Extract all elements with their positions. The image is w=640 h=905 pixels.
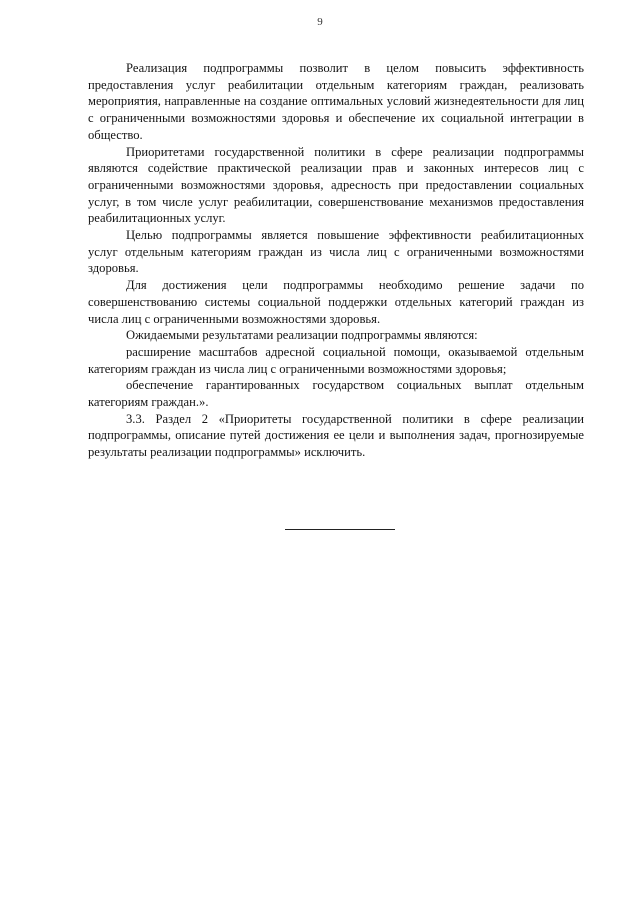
paragraph-subprogram-task: Для достижения цели подпрограммы необходимо решение задачи по совершенствованию системы социальной поддержки отдельных категорий граждан из числа лиц с ограниченными возможностями здоровья.	[88, 278, 584, 326]
document-body	[88, 60, 584, 461]
page-number: 9	[317, 16, 323, 28]
paragraph-policy-priorities: Приоритетами государственной политики в сфере реализации подпрограммы являются содействие практической реализации прав и законных интересов лиц с ограниченными возможностями здоровья, адресность при предоставлении социальных услуг, в том числе услуг реабилитации, совершенствование механизмов предоставления реабилитационных услуг.	[88, 144, 584, 226]
paragraph-implementation-effect: Реализация подпрограммы позволит в целом повысить эффективность предоставления услуг реабилитации отдельным категориям граждан, реализовать мероприятия, направленные на создание оптимальных условий жизнедеятельности для лиц с ограниченными возможностями здоровья и обеспечение их социальной интеграции в общество.	[88, 61, 584, 142]
paragraph-expected-result-2: обеспечение гарантированных государством социальных выплат отдельным категориям граждан.».	[88, 378, 584, 410]
paragraph-amendment-3-3: 3.3. Раздел 2 «Приоритеты государственной политики в сфере реализации подпрограммы, описание путей достижения ее цели и выполнения задач, прогнозируемые результаты реализации подпрограммы» исключить.	[88, 411, 584, 460]
paragraph-expected-results-heading: Ожидаемыми результатами реализации подпрограммы являются:	[126, 328, 478, 343]
paragraph-subprogram-goal: Целью подпрограммы является повышение эффективности реабилитационных услуг отдельным категориям граждан из числа лиц с ограниченными возможностями здоровья.	[88, 228, 584, 276]
end-of-text-rule	[285, 529, 395, 530]
paragraph-expected-result-1: расширение масштабов адресной социальной помощи, оказываемой отдельным категориям граждан из числа лиц с ограниченными возможностями здоровья;	[88, 344, 584, 376]
